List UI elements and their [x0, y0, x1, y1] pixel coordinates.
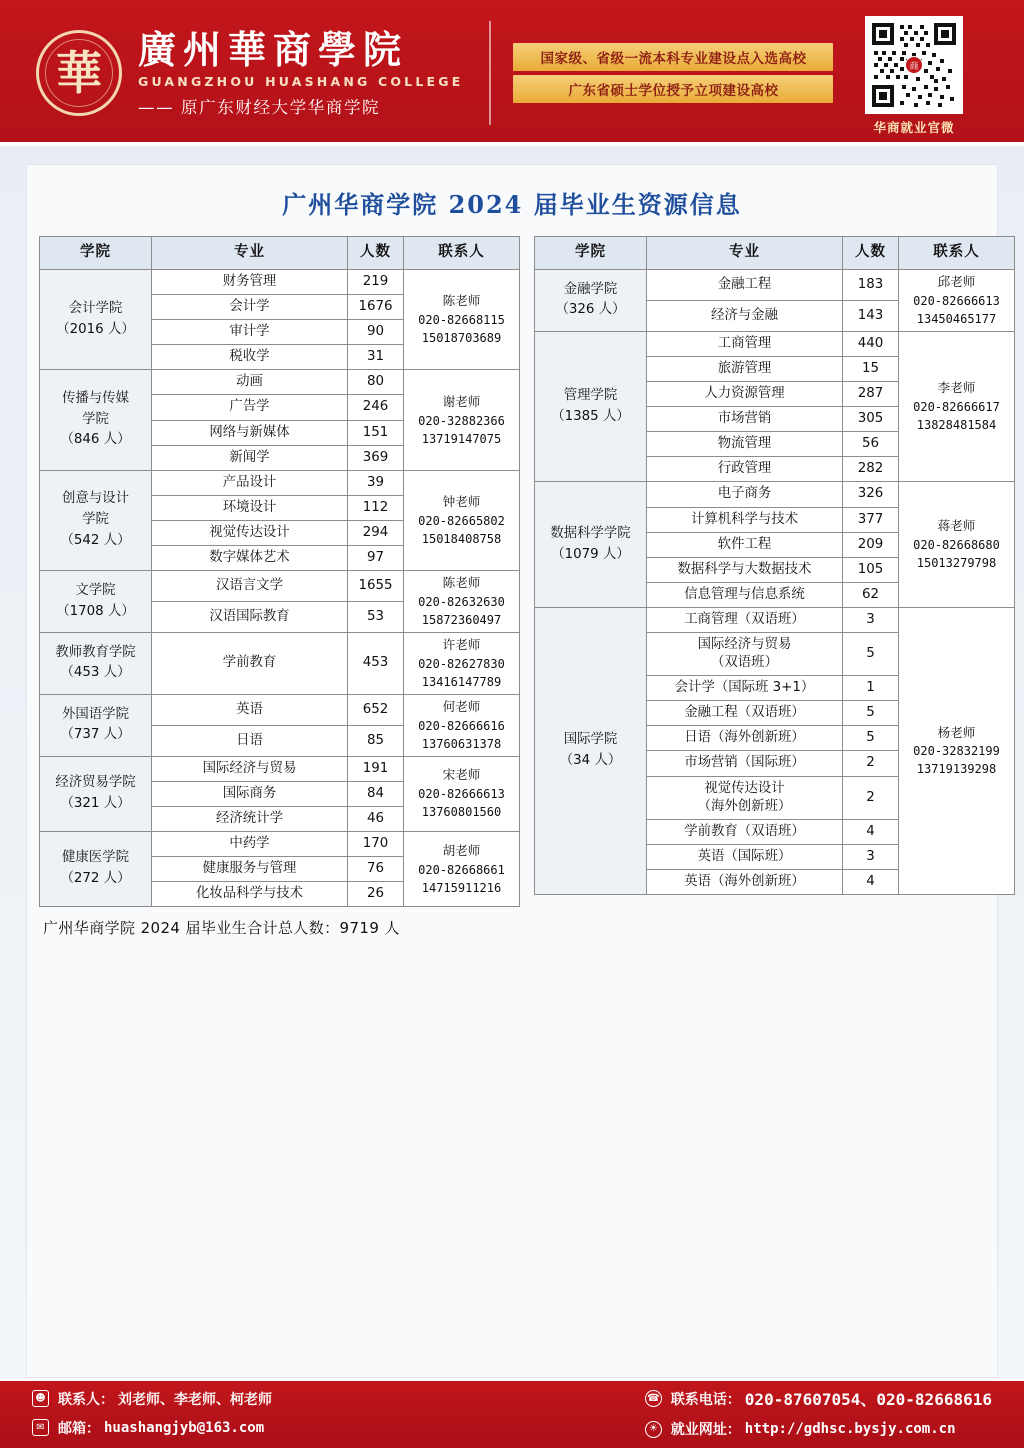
cell-major: 日语	[152, 725, 348, 756]
cell-count: 377	[843, 507, 899, 532]
cell-count: 39	[348, 470, 404, 495]
col-count: 人数	[843, 237, 899, 270]
cell-count: 84	[348, 781, 404, 806]
contact-name: 陈老师	[442, 575, 481, 591]
cell-college: 教师教育学院 （453 人）	[40, 633, 152, 695]
cell-major: 环境设计	[152, 495, 348, 520]
footer-email-row	[32, 1418, 552, 1438]
cell-contact	[404, 470, 520, 570]
cell-count: 1676	[348, 295, 404, 320]
header-divider	[489, 21, 491, 125]
table-body-right	[535, 270, 1015, 895]
cell-count: 56	[843, 432, 899, 457]
cell-major: 审计学	[152, 320, 348, 345]
cell-major: 会计学	[152, 295, 348, 320]
table-row	[535, 270, 1015, 301]
cell-count: 191	[348, 756, 404, 781]
cell-major: 数据科学与大数据技术	[647, 557, 843, 582]
footer-left	[32, 1389, 552, 1438]
header-badges	[513, 43, 833, 103]
cell-major: 信息管理与信息系统	[647, 582, 843, 607]
school-logo-block	[0, 28, 463, 119]
cell-major: 经济与金融	[647, 300, 843, 331]
svg-text:商: 商	[909, 62, 919, 72]
footer-contact-label: 联系人：	[58, 1391, 114, 1408]
cell-major: 新闻学	[152, 445, 348, 470]
cell-major: 产品设计	[152, 470, 348, 495]
contact-name: 蒋老师	[937, 518, 976, 534]
cell-contact	[404, 571, 520, 633]
cell-contact	[404, 270, 520, 370]
footer-email-value[interactable]: huashangjyb@163.com	[104, 1419, 265, 1436]
school-seal-icon	[36, 30, 122, 116]
contact-name: 李老师	[937, 380, 976, 396]
cell-count: 105	[843, 557, 899, 582]
cell-major: 市场营销	[647, 407, 843, 432]
footer-site-label: 就业网址：	[670, 1422, 741, 1438]
qr-block	[844, 16, 984, 136]
col-college: 学院	[535, 237, 647, 270]
contact-phone: 020-82668680	[913, 538, 1000, 553]
school-name-block	[138, 28, 463, 119]
col-major: 专业	[152, 237, 348, 270]
cell-count: 4	[843, 869, 899, 894]
contact-phone: 15013279798	[916, 556, 997, 571]
table-header-row	[40, 237, 520, 270]
cell-contact	[899, 331, 1015, 482]
cell-college: 传播与传媒 学院 （846 人）	[40, 370, 152, 470]
cell-count: 15	[843, 356, 899, 381]
cell-college: 健康医学院 （272 人）	[40, 832, 152, 907]
cell-major: 化妆品科学与技术	[152, 882, 348, 907]
cell-college: 国际学院 （34 人）	[535, 607, 647, 894]
table-row	[40, 571, 520, 602]
contact-phone: 13760631378	[421, 736, 502, 751]
phone-icon: ☎	[645, 1390, 662, 1407]
cell-major: 经济统计学	[152, 806, 348, 831]
footer-contact-value: 刘老师、李老师、柯老师	[118, 1391, 272, 1408]
cell-major: 人力资源管理	[647, 382, 843, 407]
cell-major: 旅游管理	[647, 356, 843, 381]
cell-count: 326	[843, 482, 899, 507]
contact-phone: 020-82627830	[418, 656, 505, 671]
cell-count: 5	[843, 633, 899, 676]
cell-major: 日语（海外创新班）	[647, 726, 843, 751]
contact-name: 胡老师	[442, 842, 481, 858]
graduate-table-left	[39, 236, 520, 907]
contact-phone: 020-82665802	[418, 513, 505, 528]
total-count-line: 广州华商学院 2024 届毕业生合计总人数：9719 人	[43, 919, 400, 938]
page-footer	[0, 1378, 1024, 1448]
cell-major: 工商管理（双语班）	[647, 607, 843, 632]
contact-name: 邱老师	[937, 274, 976, 289]
page-header	[0, 0, 1024, 146]
table-row	[40, 756, 520, 781]
cell-contact	[899, 270, 1015, 332]
cell-major: 工商管理	[647, 331, 843, 356]
cell-major: 英语	[152, 694, 348, 725]
footer-email-label: 邮箱：	[58, 1420, 100, 1437]
cell-major: 市场营销（国际班）	[647, 751, 843, 776]
contact-phone: 020-82666617	[913, 400, 1000, 415]
cell-contact	[404, 633, 520, 695]
cell-major: 财务管理	[152, 270, 348, 295]
globe-icon: ☀	[645, 1421, 662, 1438]
cell-contact	[899, 607, 1015, 894]
cell-college: 管理学院 （1385 人）	[535, 331, 647, 482]
cell-count: 453	[348, 633, 404, 695]
cell-count: 5	[843, 726, 899, 751]
table-row	[40, 832, 520, 857]
table-body-left	[40, 270, 520, 907]
cell-count: 53	[348, 602, 404, 633]
qr-caption: 华商就业官微	[873, 120, 955, 135]
cell-count: 112	[348, 495, 404, 520]
graduate-table-right	[534, 236, 1015, 895]
contact-name: 何老师	[442, 698, 481, 714]
cell-count: 170	[348, 832, 404, 857]
contact-phone: 15018703689	[421, 331, 502, 346]
cell-count: 31	[348, 345, 404, 370]
school-name-en: GUANGZHOU HUASHANG COLLEGE	[138, 74, 464, 90]
school-former-name: —— 原广东财经大学华商学院	[138, 98, 381, 118]
contact-phone: 020-82668661	[418, 862, 505, 877]
cell-count: 90	[348, 320, 404, 345]
table-row	[535, 607, 1015, 632]
cell-count: 246	[348, 395, 404, 420]
cell-major: 汉语言文学	[152, 571, 348, 602]
footer-site-value[interactable]: http://gdhsc.bysjy.com.cn	[744, 1421, 956, 1437]
tables-wrapper	[39, 236, 1000, 907]
cell-major: 健康服务与管理	[152, 857, 348, 882]
contact-name: 陈老师	[442, 293, 481, 309]
contact-phone: 13760801560	[421, 805, 502, 820]
col-major: 专业	[647, 237, 843, 270]
table-row	[40, 370, 520, 395]
cell-count: 2	[843, 751, 899, 776]
cell-contact	[404, 756, 520, 831]
cell-count: 287	[843, 382, 899, 407]
contact-phone: 020-32832199	[913, 744, 1000, 759]
cell-count: 76	[348, 857, 404, 882]
cell-count: 440	[843, 331, 899, 356]
contact-name: 宋老师	[442, 767, 481, 783]
cell-major: 英语（国际班）	[647, 844, 843, 869]
cell-major: 学前教育（双语班）	[647, 819, 843, 844]
cell-major: 数字媒体艺术	[152, 546, 348, 571]
cell-major: 英语（海外创新班）	[647, 869, 843, 894]
footer-site-row	[645, 1419, 992, 1439]
cell-contact	[899, 482, 1015, 607]
cell-count: 219	[348, 270, 404, 295]
contact-phone: 020-32882366	[418, 413, 505, 428]
contact-phone: 020-82666616	[418, 718, 505, 733]
table-row	[535, 482, 1015, 507]
cell-major: 视觉传达设计	[152, 520, 348, 545]
cell-count: 305	[843, 407, 899, 432]
cell-contact	[404, 694, 520, 756]
user-icon: ☻	[32, 1390, 49, 1407]
page-body	[0, 146, 1024, 1378]
contact-name: 谢老师	[442, 393, 481, 409]
cell-major: 金融工程	[647, 270, 843, 301]
col-contact: 联系人	[899, 237, 1015, 270]
cell-major: 软件工程	[647, 532, 843, 557]
cell-count: 294	[348, 520, 404, 545]
contact-phone: 020-82666613	[418, 787, 505, 802]
col-count: 人数	[348, 237, 404, 270]
col-college: 学院	[40, 237, 152, 270]
cell-count: 151	[348, 420, 404, 445]
badge-master: 广东省硕士学位授予立项建设高校	[513, 75, 833, 103]
seal-glyph: 華	[56, 46, 102, 100]
cell-major: 税收学	[152, 345, 348, 370]
cell-count: 209	[843, 532, 899, 557]
cell-count: 369	[348, 445, 404, 470]
footer-contact-row	[32, 1389, 552, 1409]
contact-phone: 15018408758	[421, 531, 502, 546]
cell-count: 5	[843, 701, 899, 726]
contact-name: 杨老师	[937, 724, 976, 740]
cell-count: 80	[348, 370, 404, 395]
contact-name: 许老师	[442, 637, 481, 653]
cell-count: 2	[843, 776, 899, 819]
cell-count: 1	[843, 676, 899, 701]
content-sheet	[26, 164, 998, 1378]
cell-count: 85	[348, 725, 404, 756]
cell-major: 电子商务	[647, 482, 843, 507]
cell-count: 46	[348, 806, 404, 831]
cell-major: 国际商务	[152, 781, 348, 806]
cell-major: 广告学	[152, 395, 348, 420]
table-row	[40, 694, 520, 725]
contact-phone: 13450465177	[916, 311, 997, 326]
cell-count: 97	[348, 546, 404, 571]
cell-count: 143	[843, 300, 899, 331]
cell-college: 创意与设计 学院 （542 人）	[40, 470, 152, 570]
table-header-row	[535, 237, 1015, 270]
cell-major: 网络与新媒体	[152, 420, 348, 445]
cell-contact	[404, 832, 520, 907]
cell-major: 国际经济与贸易	[152, 756, 348, 781]
table-row	[40, 633, 520, 695]
cell-major: 物流管理	[647, 432, 843, 457]
school-name-cn: 廣州華商學院	[138, 26, 409, 72]
cell-count: 3	[843, 607, 899, 632]
contact-name: 钟老师	[442, 493, 481, 509]
contact-phone: 13828481584	[916, 418, 997, 433]
cell-major: 会计学（国际班 3+1）	[647, 676, 843, 701]
footer-right	[645, 1387, 992, 1439]
cell-major: 动画	[152, 370, 348, 395]
table-row	[40, 270, 520, 295]
contact-phone: 020-82666613	[913, 293, 1000, 308]
cell-major: 国际经济与贸易 （双语班）	[647, 633, 843, 676]
cell-college: 会计学院 （2016 人）	[40, 270, 152, 370]
contact-phone: 14715911216	[421, 880, 502, 895]
cell-count: 282	[843, 457, 899, 482]
cell-major: 行政管理	[647, 457, 843, 482]
footer-tel-label: 联系电话：	[670, 1391, 741, 1408]
contact-phone: 13416147789	[421, 674, 502, 689]
page-title: 广州华商学院 2024 届毕业生资源信息	[282, 190, 742, 219]
cell-count: 62	[843, 582, 899, 607]
cell-major: 汉语国际教育	[152, 602, 348, 633]
cell-major: 学前教育	[152, 633, 348, 695]
cell-count: 652	[348, 694, 404, 725]
cell-count: 1655	[348, 571, 404, 602]
cell-count: 3	[843, 844, 899, 869]
cell-college: 金融学院 （326 人）	[535, 270, 647, 332]
cell-major: 计算机科学与技术	[647, 507, 843, 532]
cell-college: 文学院 （1708 人）	[40, 571, 152, 633]
contact-phone: 020-82668115	[418, 313, 505, 328]
cell-major: 中药学	[152, 832, 348, 857]
cell-contact	[404, 370, 520, 470]
qr-code-image	[865, 16, 963, 114]
cell-count: 26	[348, 882, 404, 907]
cell-count: 4	[843, 819, 899, 844]
contact-phone: 13719139298	[916, 762, 997, 777]
footer-tel-value: 020-87607054、020-82668616	[744, 1390, 992, 1409]
contact-phone: 13719147075	[421, 431, 502, 446]
cell-count: 183	[843, 270, 899, 301]
footer-tel-row	[645, 1387, 992, 1410]
badge-national: 国家级、省级一流本科专业建设点入选高校	[513, 43, 833, 71]
mail-icon: ✉	[32, 1419, 49, 1436]
col-contact: 联系人	[404, 237, 520, 270]
cell-major: 视觉传达设计 （海外创新班）	[647, 776, 843, 819]
table-row	[535, 331, 1015, 356]
cell-college: 经济贸易学院 （321 人）	[40, 756, 152, 831]
table-row	[40, 470, 520, 495]
cell-major: 金融工程（双语班）	[647, 701, 843, 726]
contact-phone: 15872360497	[421, 613, 502, 628]
cell-college: 外国语学院 （737 人）	[40, 694, 152, 756]
cell-college: 数据科学学院 （1079 人）	[535, 482, 647, 607]
contact-phone: 020-82632630	[418, 595, 505, 610]
